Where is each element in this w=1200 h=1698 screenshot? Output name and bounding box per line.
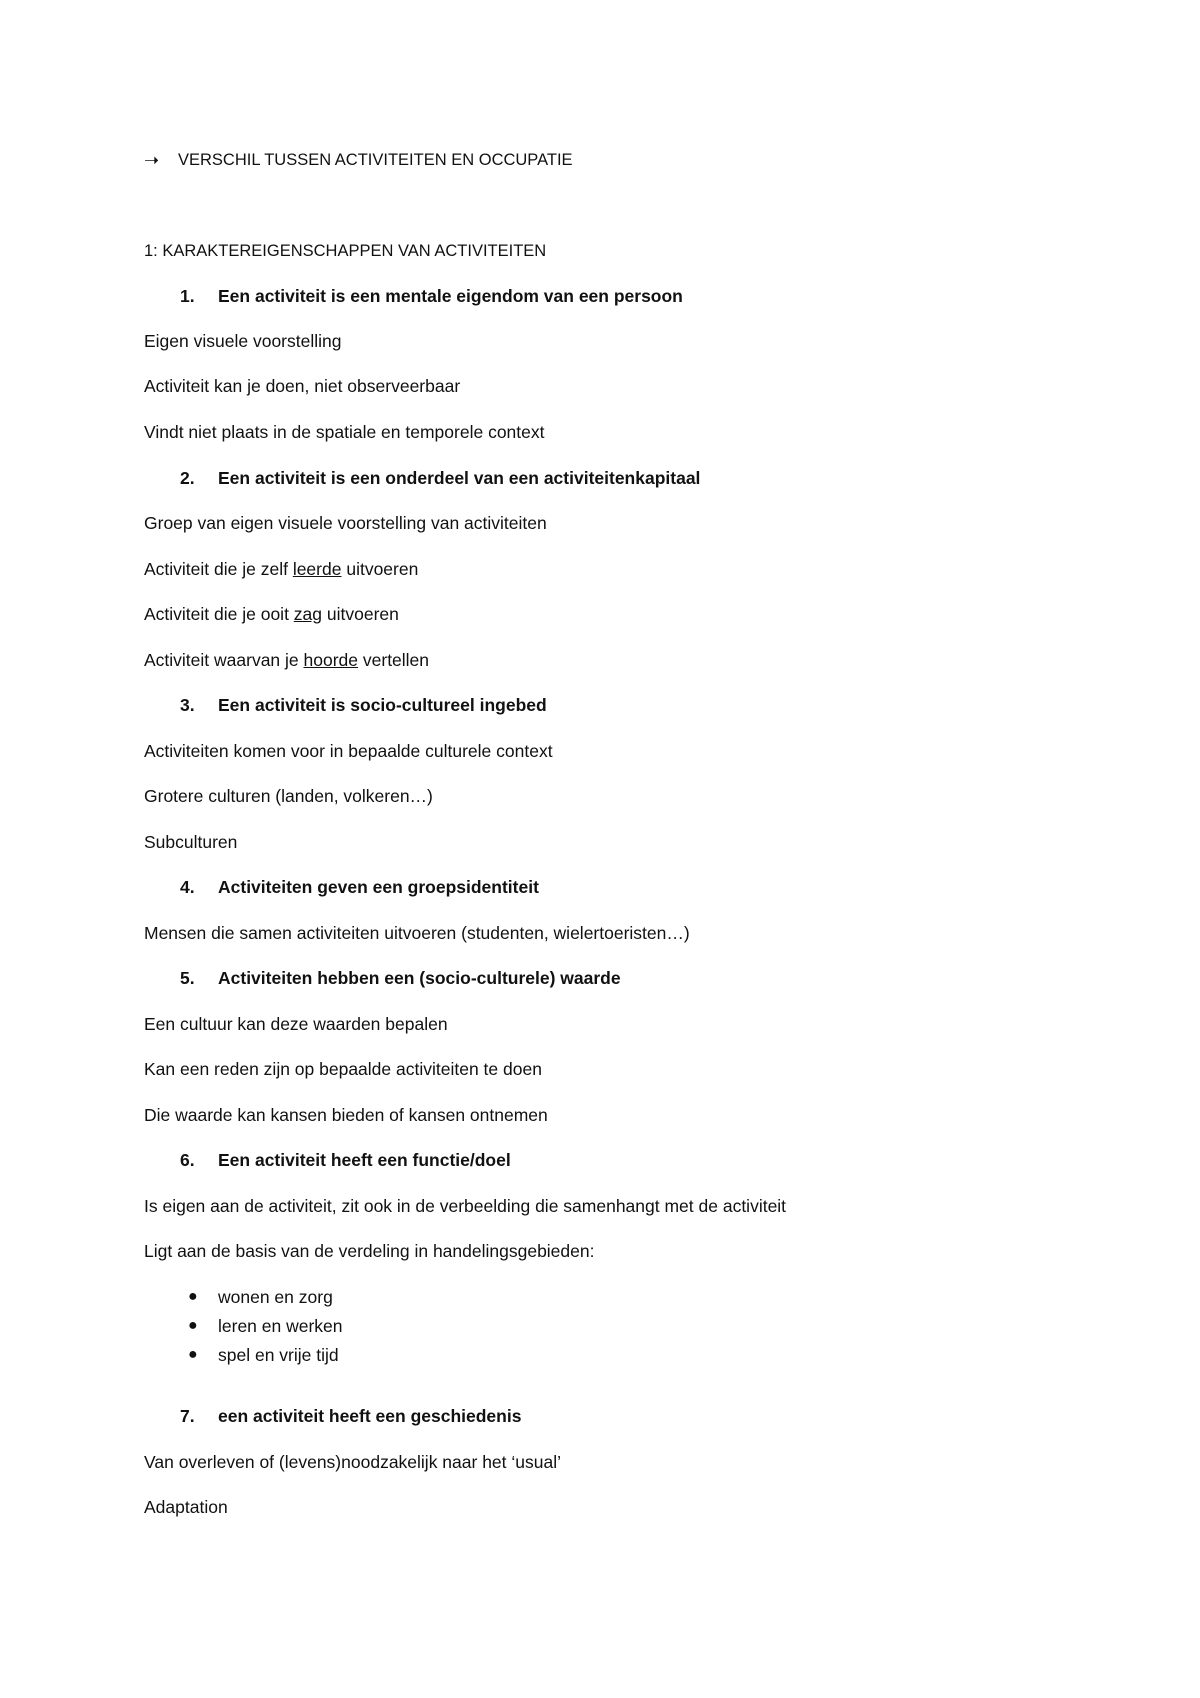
underlined-word: hoorde bbox=[303, 650, 359, 670]
paragraph-line: Activiteiten komen voor in bepaalde culturele context bbox=[144, 741, 553, 761]
bullet-icon: ● bbox=[188, 1288, 198, 1305]
heading-text: Een activiteit is een mentale eigendom van een persoon bbox=[218, 286, 683, 306]
paragraph-line: Een cultuur kan deze waarden bepalen bbox=[144, 1014, 448, 1034]
paragraph-line: Grotere culturen (landen, volkeren…) bbox=[144, 786, 433, 806]
heading-text: Een activiteit is socio-cultureel ingebed bbox=[218, 695, 547, 715]
heading-text: Een activiteit is een onderdeel van een activiteitenkapitaal bbox=[218, 468, 701, 488]
document-title: ➝ VERSCHIL TUSSEN ACTIVITEITEN EN OCCUPATIE bbox=[144, 150, 573, 170]
list-number: 3. bbox=[180, 695, 195, 715]
list-number: 2. bbox=[180, 468, 195, 488]
paragraph-line: Vindt niet plaats in de spatiale en temporele context bbox=[144, 422, 545, 442]
paragraph-line: Groep van eigen visuele voorstelling van activiteiten bbox=[144, 513, 547, 533]
paragraph-line: Is eigen aan de activiteit, zit ook in de verbeelding die samenhangt met de activiteit bbox=[144, 1196, 787, 1216]
paragraph-line: Die waarde kan kansen bieden of kansen ontnemen bbox=[144, 1105, 548, 1125]
bullet-icon: ● bbox=[188, 1317, 198, 1334]
paragraph-line: Activiteit waarvan je hoorde vertellen bbox=[144, 650, 430, 670]
section-heading: 1: KARAKTEREIGENSCHAPPEN VAN ACTIVITEITEN bbox=[144, 242, 547, 260]
heading-text: Activiteiten geven een groepsidentiteit bbox=[218, 877, 539, 897]
paragraph-line: Activiteit kan je doen, niet observeerbaar bbox=[144, 376, 461, 396]
list-number: 7. bbox=[180, 1406, 195, 1426]
list-number: 5. bbox=[180, 968, 195, 988]
paragraph-line: Van overleven of (levens)noodzakelijk naar het ‘usual’ bbox=[144, 1452, 562, 1472]
heading-text: Een activiteit heeft een functie/doel bbox=[218, 1150, 511, 1170]
list-number: 4. bbox=[180, 877, 195, 897]
underlined-word: zag bbox=[293, 604, 323, 624]
underlined-word: leerde bbox=[292, 559, 342, 579]
paragraph-line: Ligt aan de basis van de verdeling in handelingsgebieden: bbox=[144, 1241, 595, 1261]
paragraph-line: Kan een reden zijn op bepaalde activiteiten te doen bbox=[144, 1059, 542, 1079]
bullet-item: ● wonen en zorg bbox=[188, 1287, 333, 1307]
paragraph-line: Subculturen bbox=[144, 832, 238, 852]
heading-text: een activiteit heeft een geschiedenis bbox=[218, 1406, 522, 1426]
arrow-right-icon: ➝ bbox=[144, 150, 160, 170]
heading-text: Activiteiten hebben een (socio-culturele) waarde bbox=[218, 968, 621, 988]
paragraph-line: Activiteit die je zelf leerde uitvoeren bbox=[144, 559, 419, 579]
paragraph-line: Adaptation bbox=[144, 1497, 228, 1517]
bullet-icon: ● bbox=[188, 1346, 198, 1363]
bullet-item: ● leren en werken bbox=[188, 1316, 343, 1336]
paragraph-line: Eigen visuele voorstelling bbox=[144, 331, 342, 351]
paragraph-line: Activiteit die je ooit zag uitvoeren bbox=[144, 604, 399, 624]
list-number: 1. bbox=[180, 286, 195, 306]
bullet-item: ● spel en vrije tijd bbox=[188, 1345, 339, 1365]
list-number: 6. bbox=[180, 1150, 195, 1170]
paragraph-line: Mensen die samen activiteiten uitvoeren (studenten, wielertoeristen…) bbox=[144, 923, 690, 943]
